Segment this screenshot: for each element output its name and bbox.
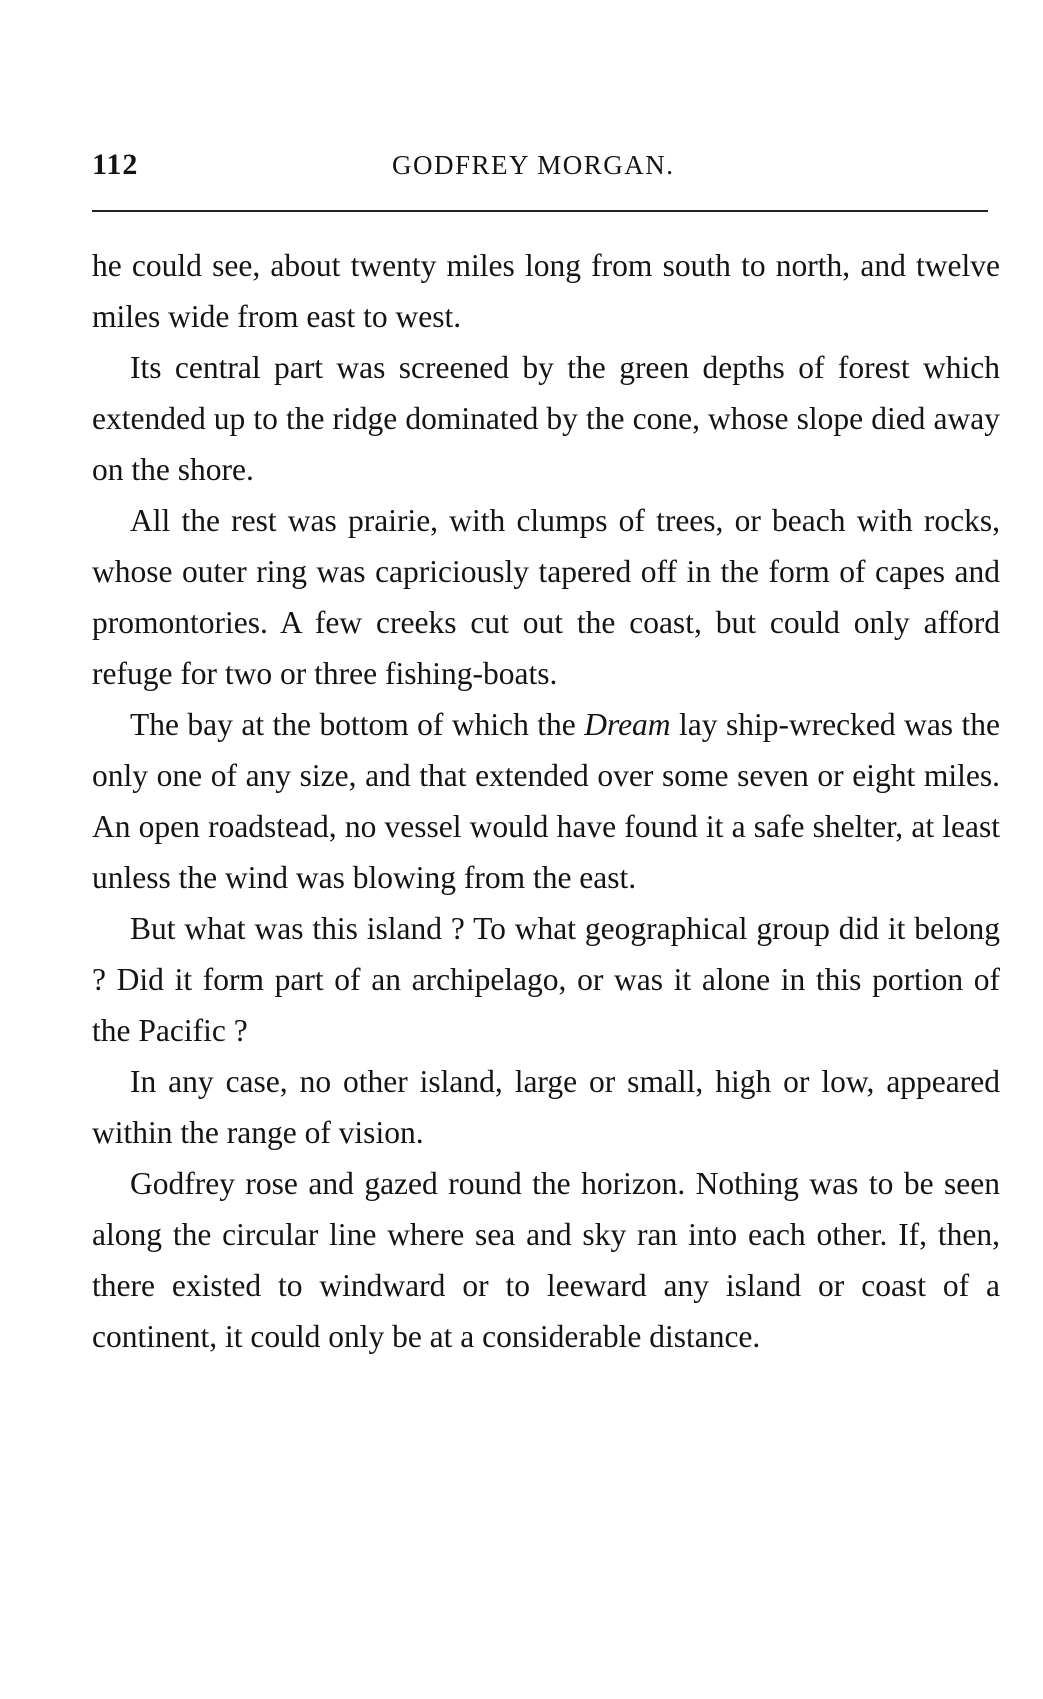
- page-number: 112: [92, 148, 139, 181]
- paragraph-6: In any case, no other island, large or small, high or low, appeared within the range of vision.: [92, 1064, 1000, 1150]
- body-text: [92, 240, 1000, 1362]
- running-head: [92, 148, 988, 188]
- paragraph-1: he could see, about twenty miles long from south to north, and twelve miles wide from east to west.: [92, 248, 1000, 334]
- paragraph-3: All the rest was prairie, with clumps of trees, or beach with rocks, whose outer ring was capriciously tapered off in the form of capes and promontories. A few creeks cut out the coast, but could only afford refuge for two or three fishing-boats.: [92, 503, 1000, 691]
- paragraph-4-end: lay ship-wrecked was the only one of any size, and that extended over some seven or eight miles. An open roadstead, no vessel would have found it a safe shelter, at least unless the wind was blowing from the east.: [92, 707, 1000, 895]
- paragraph-4: [92, 699, 1000, 903]
- header-rule: [92, 210, 988, 212]
- paragraph-4-start: The bay at the bottom of which the: [130, 707, 585, 742]
- running-title: GODFREY MORGAN.: [392, 150, 675, 180]
- ship-name: Dream: [584, 707, 671, 742]
- paragraph-7: Godfrey rose and gazed round the horizon. Nothing was to be seen along the circular line where sea and sky ran into each other. If, then, there existed to windward or to leeward any island or coast of a continent, it could only be at a considerable distance.: [92, 1166, 1000, 1354]
- paragraph-5: But what was this island ? To what geographical group did it belong ? Did it form part of an archipelago, or was it alone in this portion of the Pacific ?: [92, 911, 1000, 1048]
- paragraph-2: Its central part was screened by the green depths of forest which extended up to the ridge dominated by the cone, whose slope died away on the shore.: [92, 350, 1000, 487]
